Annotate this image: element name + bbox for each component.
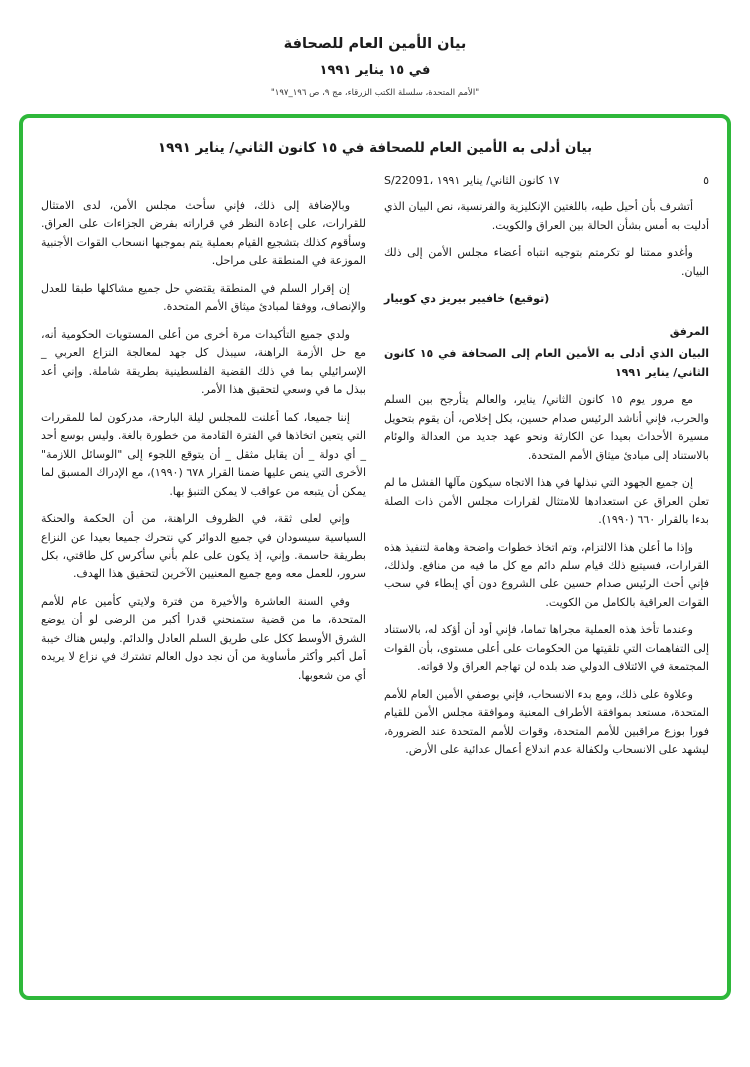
paragraph: ولدي جميع التأكيدات مرة أخرى من أعلى المستويات الحكومية أنه، مع حل الأزمة الراهنة، سيبذل كل جهد لمعالجة النزاع العربي _ الإسرائيلي بما في ذلك القضية الفلسطينية بطريقة شاملة. وإني أعد ببذل ما في وسعي لتحقيق هذا الأمر. (41, 327, 366, 397)
header-source-citation: "الأمم المتحدة، سلسلة الكتب الزرقاء، مج ٩، ص ١٩٦_١٩٧" (270, 88, 480, 98)
reference-row (384, 172, 709, 190)
document-symbol: S/22091، ١٧ كانون الثاني/ يناير ١٩٩١ (384, 174, 560, 187)
document-title: بيان أدلى به الأمين العام للصحافة في ١٥ كانون الثاني/ يناير ١٩٩١ (157, 140, 593, 156)
paragraph: وإني لعلى ثقة، في الظروف الراهنة، من أن الحكمة والحنكة السياسية سيسودان في جميع الدوائر كي نتحرك جميعا بعيدا عن النزاع بطريقة حاسمة. وإني، إذ يكون على علم بأني سأكرس كل طاقتي، بكل سرور، للعمل معه ومع جميع المعنيين الآخرين لتحقيق هذا الهدف. (41, 512, 366, 581)
page-header (0, 0, 750, 98)
paragraph: وعلاوة على ذلك، ومع بدء الانسحاب، فإني بوصفي الأمين العام للأمم المتحدة، مستعد بموافقة الأطراف المعنية وموافقة مجلس الأمن للقيام فورا بوزع مراقبين للأمم المتحدة، وقوات للأمم المتحدة عند الضرورة، ليشهد على الانسحاب ولكفالة عدم اندلاع أعمال عدائية على الأرض. (384, 687, 709, 757)
paragraph: إننا جميعا، كما أعلنت للمجلس ليلة البارحة، مدركون لما للمقررات التي يتعين اتخاذها في الفترة القادمة من خطورة بالغة. وليس بوسع أحد _ أي دولة _ أن يقابل مثقل _ أن يتوقع اللجوء إلى "الوسائل اللازمة" الأخرى التي ينص عليها ضمنا القرار ٦٧٨ (١٩٩٠)، مع الإدراك المسبق لما يمكن أن يتبعه من عواقب لا يمكن التنبؤ بها. (41, 410, 366, 498)
paragraph: وفي السنة العاشرة والأخيرة من فترة ولايتي كأمين عام للأمم المتحدة، ما من قضية ستمنحني قدرا أكبر من الرضى لو أن يوضع الشرق الأوسط ككل على طريق السلم العادل والدائم. وليس هناك خيبة أمل أكبر وأكثر مأساوية من أن نجد دول العالم تشترك في نزاع لا يريده أي من شعوبها. (41, 594, 366, 682)
paragraph: وبالإضافة إلى ذلك، فإني سأحث مجلس الأمن، لدى الامتثال للقرارات، على إعادة النظر في قراراته بفرض الجزاءات على العراق. وسأقوم كذلك بتشجيع القيام بعملية يتم بموجبها انسحاب القوات الأجنبية الموزعة في المنطقة على مراحل. (41, 199, 366, 268)
header-date: في ١٥ يناير ١٩٩١ (319, 63, 431, 78)
paragraph: وأغدو ممتنا لو تكرمتم بتوجيه انتباه أعضاء مجلس الأمن إلى ذلك البيان. (384, 246, 709, 278)
document-frame (19, 114, 731, 1000)
page-mark: ٥ (703, 174, 709, 187)
paragraph: أتشرف بأن أحيل طيه، باللغتين الإنكليزية والفرنسية، نص البيان الذي أدليت به أمس بشأن الحالة بين العراق والكويت. (384, 200, 709, 232)
annex-title: البيان الذي أدلى به الأمين العام إلى الصحافة في ١٥ كانون الثاني/ يناير ١٩٩١ (384, 347, 709, 379)
paragraph: إن إقرار السلم في المنطقة يقتضي حل جميع مشاكلها طبقا للعدل والإنصاف، ووفقا لمبادئ ميثاق الأمم المتحدة. (41, 281, 366, 314)
paragraph: إن جميع الجهود التي نبذلها في هذا الاتجاه سيكون مآلها الفشل ما لم تعلن العراق عن استعدادها للامتثال لقرارات مجلس الأمن ذات الصلة بدءا بالقرار ٦٦٠ (١٩٩٠). (384, 476, 709, 527)
signature-line: (توقيع) خافيير بيريز دي كوييار (384, 292, 550, 306)
header-title: بيان الأمين العام للصحافة (283, 36, 467, 52)
paragraph: وإذا ما أعلن هذا الالتزام، وتم اتخاذ خطوات واضحة وهامة لتنفيذ هذه القرارات، فسيتبع ذلك قيام سلم دائم مع كل ما فيه من منافع. ولذلك، فإني أحث الرئيس صدام حسين على الشروع دون أي إبطاء في سحب القوات العراقية بالكامل من الكويت. (384, 540, 709, 609)
document-columns (41, 172, 709, 769)
annex-heading: المرفق (669, 324, 709, 338)
column-left (41, 197, 366, 694)
column-right (384, 172, 709, 769)
paragraph: مع مرور يوم ١٥ كانون الثاني/ يناير، والعالم يتأرجح بين السلم والحرب، فإني أناشد الرئيس صدام حسين، بكل إخلاص، أن يقوم بتحويل مسيرة الأحداث بعيدا عن الكارثة ونحو عهد جديد من العدالة والوئام بالاستناد إلى مبادئ ميثاق الأمم المتحدة. (384, 393, 709, 462)
paragraph: وعندما تأخذ هذه العملية مجراها تماما، فإني أود أن أؤكد له، بالاستناد إلى التفاهمات التي تلقيتها من الحكومات على أعلى مستوى، بأن القوات المجتمعة في الائتلاف الدولي ضد بلده لن تهاجم العراق ولا قواته. (384, 623, 709, 674)
